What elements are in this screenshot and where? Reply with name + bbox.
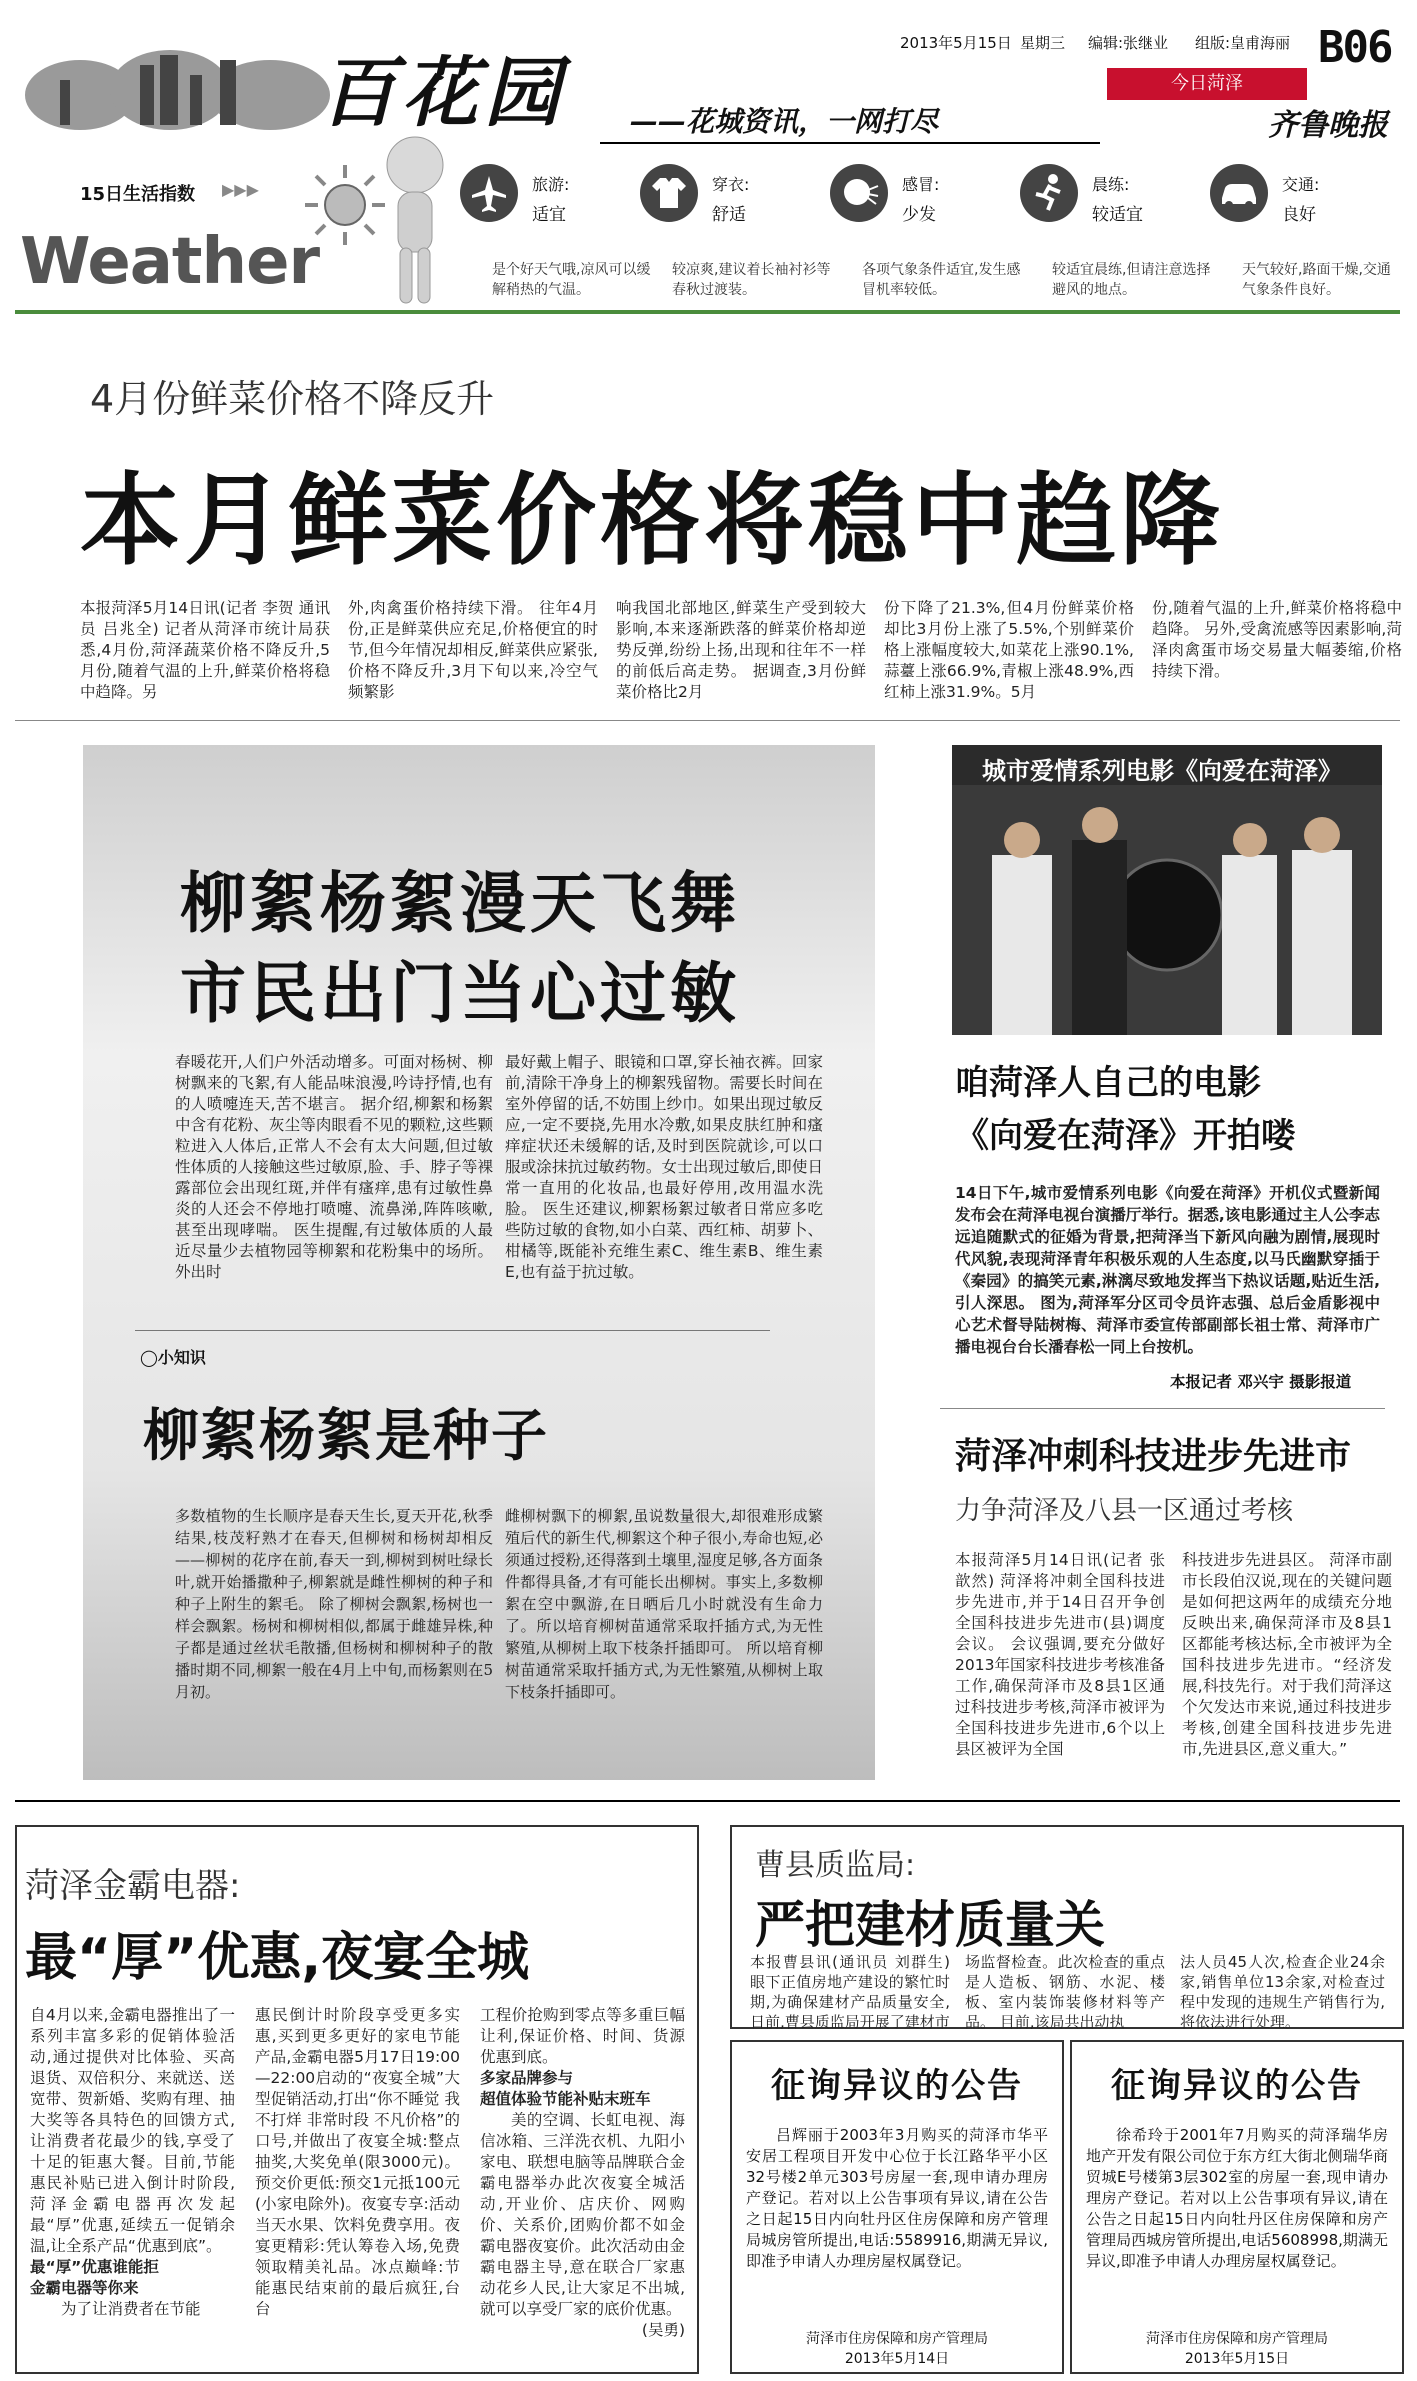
tech-subtitle: 力争菏泽及八县一区通过考核 xyxy=(955,1496,1294,1526)
weather-item-cold xyxy=(830,160,1020,300)
weather-desc: 各项气象条件适宜,发生感冒机率较低。 xyxy=(862,262,1021,298)
weather-value: 少发 xyxy=(902,205,936,225)
airplane-icon xyxy=(460,164,518,222)
jinba-sub-4: 超值体验节能补贴末班车 xyxy=(480,2090,651,2108)
tip-label xyxy=(140,1345,206,1368)
weather-item-traffic xyxy=(1210,160,1400,300)
jinba-col-3-tail: 美的空调、长虹电视、海信冰箱、三洋洗衣机、九阳小家电、联想电脑等品牌联合金霸电器举办此次夜宴全城活动,开业价、店庆价、网购价、关系价,团购价都不如金霸电器夜宴价。此次活动由金霸电器主导,意在联合厂家惠动花乡人民,让大家足不出城,就可以享受厂家的底价优惠。 xyxy=(480,2111,685,2318)
film-byline: 本报记者 邓兴宇 摄影报道 xyxy=(1170,1373,1352,1391)
jinba-headline: 最“厚”优惠,夜宴全城 xyxy=(25,1928,530,1988)
car-icon xyxy=(1210,164,1268,222)
weather-desc: 天气较好,路面干燥,交通气象条件良好。 xyxy=(1242,262,1391,298)
weather-item-travel xyxy=(460,160,650,300)
catkins-headline-2: 市民出门当心过敏 xyxy=(180,955,740,1032)
weather-desc: 较适宜晨练,但请注意选择避风的地点。 xyxy=(1052,262,1211,298)
paper-name: 齐鲁晚报 xyxy=(1268,108,1388,143)
weather-key: 穿衣: xyxy=(712,175,750,194)
layout-editor: 组版:皇甫海丽 xyxy=(1195,34,1291,52)
weather-bottom-rule xyxy=(15,310,1400,314)
jinba-author: (吴勇) xyxy=(641,2321,685,2339)
tech-col-1: 本报菏泽5月14日讯(记者 张歆然) 菏泽将冲刺全国科技进步先进市,并于14日召开争创全国科技进步先进市(县)调度会议。 会议强调,要充分做好2013年国家科技进步考核准备工作,确保菏泽市及8县1区通过科技进步考核,菏泽市被评为全国科技进步先进市,6个以上县区被评为全国 xyxy=(955,1551,1165,1758)
notice-date: 2013年5月14日 xyxy=(844,2351,950,2367)
weather-item-exercise xyxy=(1020,160,1210,300)
film-photo xyxy=(952,745,1382,1035)
tip-title: 柳絮杨絮是种子 xyxy=(143,1404,549,1469)
lead-headline: 本月鲜菜价格将稳中趋降 xyxy=(80,462,1224,579)
weather-arrows: ▶▶▶ xyxy=(222,180,259,199)
caoxian-headline: 严把建材质量关 xyxy=(755,1896,1105,1954)
film-ceremony-illustration xyxy=(952,785,1382,1035)
weather-value: 适宜 xyxy=(532,205,566,225)
sneeze-icon xyxy=(830,164,888,222)
catkins-col-1: 春暖花开,人们户外活动增多。可面对杨树、柳树飘来的飞絮,有人能品味浪漫,吟诗抒情,也有的人喷嚏连天,苦不堪言。 据介绍,柳絮和杨絮中含有花粉、灰尘等肉眼看不见的颗粒,这些颗粒进入人体后,正常人不会有太大问题,但过敏性体质的人接触这些过敏原,脸、手、脖子等裸露部位会出现红斑,并伴有瘙痒,患有过敏性鼻炎的人还会不停地打喷嚏、流鼻涕,阵阵咳嗽,甚至出现哮喘。 医生提醒,有过敏体质的人最近尽量少去植物园等柳絮和花粉集中的场所。外出时 xyxy=(175,1053,493,1281)
caoxian-kicker: 曹县质监局: xyxy=(755,1848,916,1883)
page-number: B06 xyxy=(1318,22,1392,73)
weather-key: 旅游: xyxy=(532,175,570,194)
notice-date: 2013年5月15日 xyxy=(1184,2351,1290,2367)
jinba-sub-1: 最“厚”优惠谁能拒 xyxy=(30,2258,159,2276)
lead-col-5: 份,随着气温的上升,鲜菜价格将稳中趋降。 另外,受禽流感等因素影响,菏泽肉禽蛋市场交易量大幅萎缩,价格持续下滑。 xyxy=(1152,599,1402,680)
section-tag: 今日菏泽 xyxy=(1107,68,1307,100)
tip-label-text: 小知识 xyxy=(157,1348,206,1367)
notice-box-1 xyxy=(730,2040,1064,2374)
jinba-sub-2: 金霸电器等你来 xyxy=(30,2279,139,2297)
header-rule xyxy=(600,142,1100,144)
catkins-headline-1: 柳絮杨絮漫天飞舞 xyxy=(180,865,740,942)
weather-desc: 较凉爽,建议着长袖衬衫等春秋过渡装。 xyxy=(672,262,831,298)
lead-rule xyxy=(15,720,1400,721)
jinba-col-1-tail: 为了让消费者在节能 xyxy=(61,2300,201,2318)
section-divider xyxy=(15,1800,1400,1802)
lead-col-1: 本报菏泽5月14日讯(记者 李贺 通讯员 吕兆全) 记者从菏泽市统计局获悉,4月份,菏泽蔬菜价格不降反升,5月份,随着气温的上升,鲜菜价格将稳中趋降。另 xyxy=(80,599,330,701)
column-slogan: ——花城资讯，一网打尽 xyxy=(630,105,939,138)
film-title-2: 《向爱在菏泽》开拍喽 xyxy=(955,1116,1295,1156)
weather-value: 舒适 xyxy=(712,205,746,225)
notice-title: 征询异议的公告 xyxy=(1111,2066,1363,2106)
weather-key: 晨练: xyxy=(1092,175,1130,194)
jinba-col-1 xyxy=(30,2005,235,2320)
tech-col-2: 科技进步先进县区。 菏泽市副市长段伯汉说,现在的关键问题是如何把这两年的成绩充分地反映出来,确保菏泽市及8县1区都能考核达标,全市被评为全国科技进步先进市。“经济发展,科技先行。对于我们菏泽这个欠发达市来说,通过科技进步考核,创建全国科技进步先进市,先进县区,意义重大。” xyxy=(1182,1551,1392,1758)
exercise-icon xyxy=(1020,164,1078,222)
jinba-kicker: 菏泽金霸电器: xyxy=(25,1866,241,1906)
notice-body: 徐希玲于2001年7月购买的菏泽瑞华房地产开发有限公司位于东方红大街北侧瑞华商贸城E号楼第3层302室的房屋一套,现申请办理房产登记。若对以上公告事项有异议,请在公告之日起15日内向牡丹区住房保障和房产管理局西城房管所提出,电话5608998,期满无异议,即准予申请人办理房屋权属登记。 xyxy=(1086,2126,1388,2270)
weather-key: 交通: xyxy=(1282,175,1320,194)
notice-body: 吕辉丽于2003年3月购买的菏泽市华平安居工程项目开发中心位于长江路华平小区32号楼2单元303号房屋一套,现申请办理房产登记。若对以上公告事项有异议,请在公告之日起15日内向牡丹区住房保障和房产管理局城房管所提出,电话:5589916,期满无异议,即准予申请人办理房屋权属登记。 xyxy=(746,2126,1048,2270)
editor: 编辑:张继业 xyxy=(1088,34,1169,52)
jinba-col-3 xyxy=(480,2005,685,2341)
column-title: 百花园 xyxy=(320,48,566,137)
weather-label: 15日生活指数 xyxy=(80,184,196,205)
caoxian-col-3: 法人员45人次,检查企业24余家,销售单位13余家,对检查过程中发现的违规生产销售行为,将依法进行处理。 xyxy=(1180,1953,1385,2031)
catkins-col-2: 最好戴上帽子、眼镜和口罩,穿长袖衣裤。回家前,清除干净身上的柳絮残留物。需要长时间在室外停留的话,不妨围上纱巾。如果出现过敏反应,一定不要挠,先用水冷敷,如果皮肤红肿和瘙痒症状还未缓解的话,及时到医院就诊,可以口服或涂抹抗过敏药物。女士出现过敏后,即使日常一直用的化妆品,也最好停用,改用温水洗脸。 医生还建议,柳絮杨絮过敏者日常应多吃些防过敏的食物,如小白菜、西红柿、胡萝卜、柑橘等,既能补充维生素C、维生素B、维生素E,也有益于抗过敏。 xyxy=(505,1053,823,1281)
jinba-col-3-text: 工程价抢购到零点等多重巨幅让利,保证价格、时间、货源优惠到底。 xyxy=(480,2006,685,2066)
weather-word: Weather xyxy=(20,225,320,299)
notice-title: 征询异议的公告 xyxy=(771,2066,1023,2106)
lead-col-3: 响我国北部地区,鲜菜生产受到较大影响,本来逐渐跌落的鲜菜价格却逆势反弹,纷纷上扬,出现和往年不一样的前低后高走势。 据调查,3月份鲜菜价格比2月 xyxy=(616,599,866,701)
notice-org: 菏泽市住房保障和房产管理局 xyxy=(1146,2331,1328,2347)
lead-col-2: 外,肉禽蛋价格持续下滑。 往年4月份,正是鲜菜供应充足,价格便宜的时节,但今年情况却相反,鲜菜供应紧张,价格不降反升,3月下旬以来,冷空气频繁影 xyxy=(348,599,598,701)
jinba-sub-3: 多家品牌参与 xyxy=(480,2069,574,2087)
flower-skyline-graphic xyxy=(20,35,350,135)
weather-value: 良好 xyxy=(1282,205,1316,225)
catkins-rule xyxy=(135,1330,770,1331)
weather-desc: 是个好天气哦,凉风可以缓解稍热的气温。 xyxy=(492,262,651,298)
circle-icon: ◯ xyxy=(140,1348,158,1367)
lead-col-4: 份下降了21.3%,但4月份鲜菜价格却比3月份上涨了5.5%,个别鲜菜价格上涨幅度较大,如菜花上涨90.1%,蒜薹上涨66.9%,青椒上涨48.9%,西红柿上涨31.9%。5月 xyxy=(884,599,1134,701)
film-rule xyxy=(940,1408,1385,1409)
tech-title: 菏泽冲刺科技进步先进市 xyxy=(955,1436,1352,1477)
shirt-icon xyxy=(640,164,698,222)
notice-org: 菏泽市住房保障和房产管理局 xyxy=(806,2331,988,2347)
lead-kicker: 4月份鲜菜价格不降反升 xyxy=(90,377,495,421)
jinba-col-1-text: 自4月以来,金霸电器推出了一系列丰富多彩的促销体验活动,通过提供对比体验、买高退货、双倍积分、来就送、送宽带、贺新婚、奖购有理、抽大奖等各具特色的回馈方式,让消费者花最少的钱,享受了十足的钜惠大餐。目前,节能惠民补贴已进入倒计时阶段,菏泽金霸电器再次发起最“厚”优惠,延续五一促销余温,让全系产品“优惠到底”。 xyxy=(30,2006,235,2255)
date: 2013年5月15日 xyxy=(900,34,1012,52)
thinking-figure-graphic xyxy=(360,130,470,310)
jinba-col-2: 惠民倒计时阶段享受更多实惠,买到更多更好的家电节能产品,金霸电器5月17日19:00—22:00启动的“夜宴全城”大型促销活动,打出“你不睡觉 我不打烊 非常时段 不凡价格”的口号,并做出了夜宴全城:整点抽奖,大奖免单(限3000元)。预交价更低:预交1元抵100元(小家电除外)。夜宴专享:活动当天水果、饮料免费享用。夜宴更精彩:凭认筹卷入场,免费领取精美礼品。冰点巅峰:节能惠民结束前的最后疯狂,台台 xyxy=(255,2006,460,2318)
notice-box-2 xyxy=(1070,2040,1404,2374)
weekday: 星期三 xyxy=(1020,34,1066,52)
weather-key: 感冒: xyxy=(902,175,940,194)
caoxian-col-1: 本报曹县讯(通讯员 刘群生) 眼下正值房地产建设的繁忙时期,为确保建材产品质量安全,日前,曹县质监局开展了建材市 xyxy=(750,1953,950,2031)
film-body: 14日下午,城市爱情系列电影《向爱在菏泽》开机仪式暨新闻发布会在菏泽电视台演播厅举行。据悉,该电影通过主人公李志远追随默式的征婚为背景,把菏泽当下新风向融为剧情,展现时代风貌,表现菏泽青年积极乐观的人生态度,以马氏幽默穿插于《秦园》的搞笑元素,淋漓尽致地发挥当下热议话题,贴近生活,引人深思。 图为,菏泽军分区司令员许志强、总后金盾影视中心艺术督导陆树梅、菏泽市委宣传部副部长祖士常、菏泽市广播电视台台长潘春松一同上台按机。 xyxy=(955,1184,1380,1356)
caoxian-col-2: 场监督检查。此次检查的重点是人造板、钢筋、水泥、楼板、室内装饰装修材料等产品。 目前,该局共出动执 xyxy=(965,1953,1165,2031)
film-banner: 城市爱情系列电影《向爱在菏泽》 xyxy=(982,757,1342,785)
weather-item-clothing xyxy=(640,160,830,300)
tip-col-1: 多数植物的生长顺序是春天生长,夏天开花,秋季结果,枝茂籽熟才在春天,但柳树和杨树却相反——柳树的花序在前,春天一到,柳树到树吐绿长叶,就开始播撒种子,柳絮就是雌性柳树的种子和种子上附生的絮毛。 除了柳树会飘絮,杨树也一样会飘絮。杨树和柳树相似,都属于雌雄异株,种子都是通过丝状毛散播,但杨树和柳树种子的散播时期不同,柳絮一般在4月上中旬,而杨絮则在5月初。 xyxy=(175,1507,493,1701)
film-title-1: 咱菏泽人自己的电影 xyxy=(955,1063,1261,1103)
tip-col-2: 雌柳树飘下的柳絮,虽说数量很大,却很难形成繁殖后代的新生代,柳絮这个种子很小,寿命也短,必须通过授粉,还得落到土壤里,湿度足够,各方面条件都得具备,才有可能长出柳树。事实上,多数柳絮在空中飘游,在日晒后几小时就没有生命力了。所以培育柳树苗通常采取扦插方式,为无性繁殖,从柳树上取下枝条扦插即可。 所以培育柳树苗通常采取扦插方式,为无性繁殖,从柳树上取下枝条扦插即可。 xyxy=(505,1507,823,1701)
weather-value: 较适宜 xyxy=(1092,205,1143,225)
